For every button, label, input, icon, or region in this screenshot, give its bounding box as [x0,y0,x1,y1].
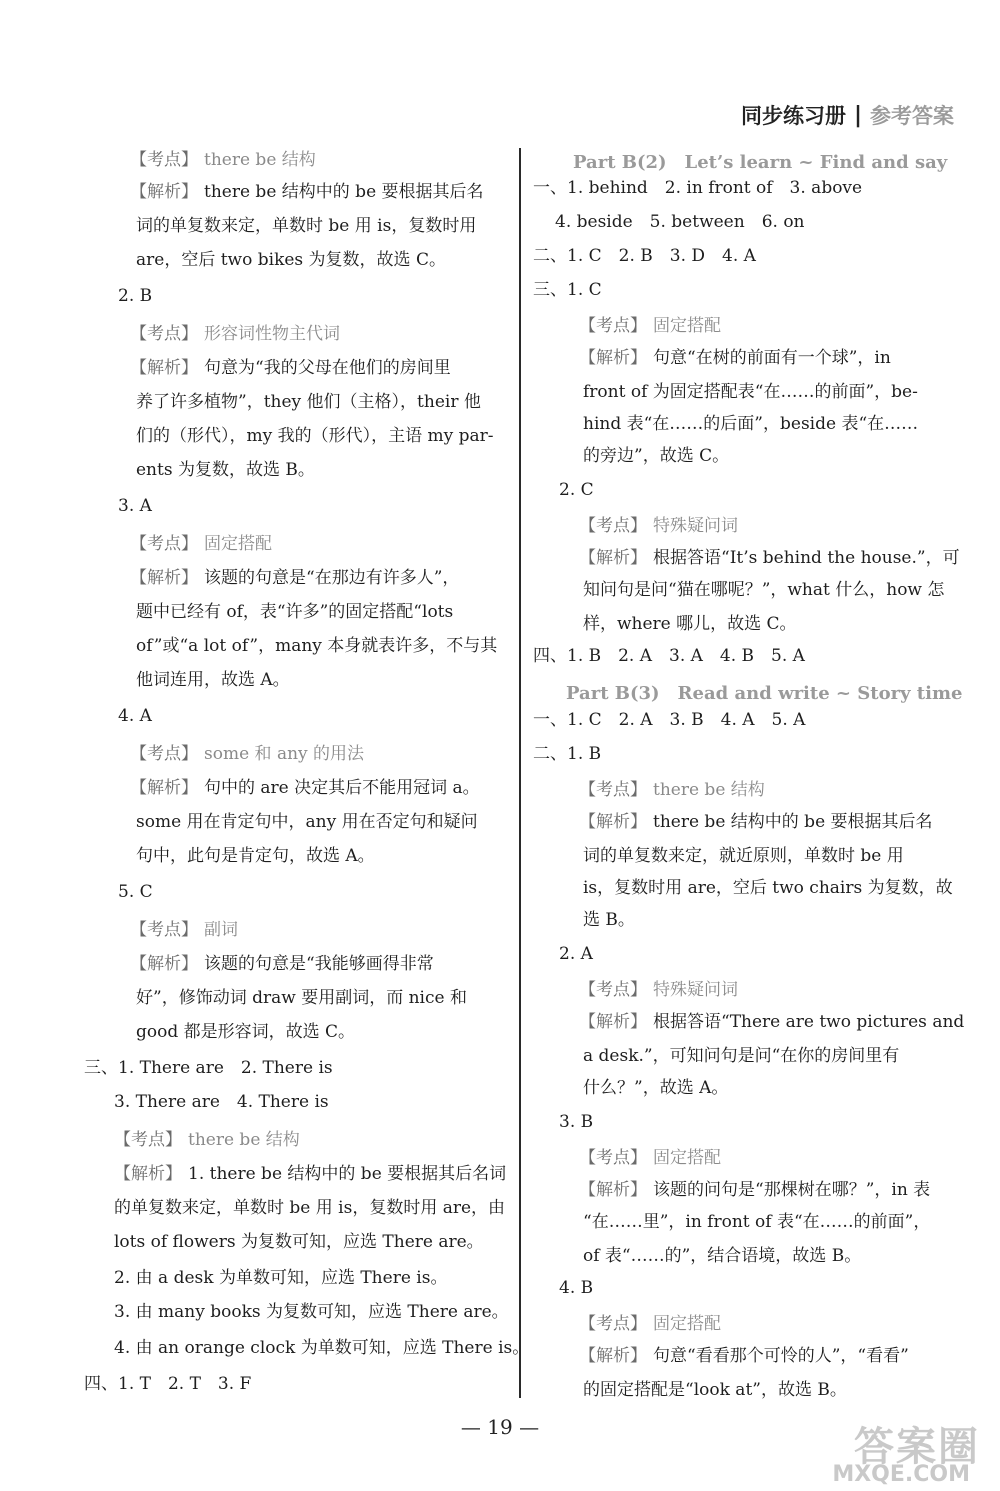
line-text: 好”，修饰动词 draw 要用副词，而 nice 和 [136,988,467,1008]
line-text: 三、1. C [533,280,602,300]
line-text: lots of flowers 为复数可知，应选 There are。 [114,1232,484,1252]
line-text: 3. B [559,1112,594,1132]
left-line-34 [114,1300,509,1324]
kaodian-label: 【考点】 [579,1314,647,1334]
line-text: 2. B [118,286,153,306]
line-text: 1. there be 结构中的 be 要根据其后名词 [188,1164,507,1184]
line-text: 知问句是问“猫在哪呢？”，what 什么，how 怎 [583,580,945,600]
right-line-34 [579,1312,721,1336]
kaodian-label: 【考点】 [579,1148,647,1168]
right-line-6 [579,346,891,370]
left-line-30 [114,1162,506,1186]
right-line-31 [583,1210,930,1234]
right-line-11 [579,514,738,538]
line-text: there be 结构 [653,780,765,800]
section-title-part-b3: Part B(3) Read and write ~ Story time [566,683,963,704]
line-text: 固定搭配 [204,534,272,554]
line-text: 题中已经有 of，表“许多”的固定搭配“lots [136,602,454,622]
jiexi-label: 【解析】 [579,548,647,568]
line-text: 形容词性物主代词 [204,324,340,344]
right-line-29 [579,1146,721,1170]
left-line-13 [130,566,459,590]
right-line-22 [583,908,635,932]
left-line-15 [136,634,497,658]
line-text: 固定搭配 [653,1314,721,1334]
header-separator: | [853,102,862,128]
left-line-26 [136,1020,355,1044]
left-line-36 [84,1372,251,1396]
line-text: 4. beside 5. between 6. on [555,212,805,232]
line-text: 3. There are 4. There is [114,1092,329,1112]
line-text: 4. B [559,1278,594,1298]
line-text: 一、1. C 2. A 3. B 4. A 5. A [533,710,806,730]
left-line-11 [118,494,152,518]
line-text: 四、1. T 2. T 3. F [84,1374,252,1394]
line-text: 2. C [559,480,594,500]
line-text: 根据答语“There are two pictures and [653,1012,965,1032]
jiexi-label: 【解析】 [130,568,198,588]
left-line-12 [130,532,272,556]
line-text: front of 为固定搭配表“在……的前面”，be- [583,382,918,402]
jiexi-label: 【解析】 [579,348,647,368]
right-line-7 [583,380,918,404]
left-line-31 [114,1196,505,1220]
line-text: 二、1. C 2. B 3. D 4. A [533,246,756,266]
kaodian-label: 【考点】 [130,920,198,940]
line-text: of”或“a lot of”，many 本身就表许多，不与其 [136,636,498,656]
right-line-28 [559,1110,593,1134]
jiexi-label: 【解析】 [579,812,647,832]
line-text: 三、1. There are 2. There is [84,1058,333,1078]
left-line-14 [136,600,453,624]
right-line-4 [533,278,602,302]
line-text: 该题的句意是“在那边有许多人”， [204,568,460,588]
left-line-33 [114,1266,447,1290]
line-text: 副词 [204,920,238,940]
right-line-5 [579,314,721,338]
kaodian-label: 【考点】 [579,980,647,1000]
jiexi-label: 【解析】 [130,954,198,974]
left-line-32 [114,1230,484,1254]
line-text: 的固定搭配是“look at”，故选 B。 [583,1380,847,1400]
right-line-12 [579,546,960,570]
right-line-25 [579,1010,964,1034]
line-text: of 表“……的”，结合语境，故选 B。 [583,1246,862,1266]
line-text: 的旁边”，故选 C。 [583,446,730,466]
line-text: 样，where 哪儿，故选 C。 [583,614,797,634]
right-line-21 [583,876,953,900]
left-line-10 [136,458,315,482]
left-line-3 [136,214,476,238]
left-line-28 [114,1090,329,1114]
jiexi-label: 【解析】 [579,1180,647,1200]
right-line-36 [583,1378,847,1402]
line-text: 特殊疑问词 [653,980,738,1000]
right-line-9 [583,444,729,468]
right-line-16 [533,708,805,732]
line-text: 句中的 are 决定其后不能用冠词 a。 [204,778,480,798]
left-line-18 [130,742,364,766]
line-text: 2. 由 a desk 为单数可知，应选 There is。 [114,1268,448,1288]
line-text: 句意为“我的父母在他们的房间里 [204,358,451,378]
right-line-1 [533,176,862,200]
kaodian-label: 【考点】 [130,744,198,764]
left-line-7 [130,356,451,380]
line-text: 养了许多植物”，they 他们（主格），their 他 [136,392,481,412]
right-line-10 [559,478,594,502]
left-line-25 [136,986,467,1010]
right-line-24 [579,978,738,1002]
line-text: a desk.”，可知问句是问“在你的房间里有 [583,1046,900,1066]
line-text: 4. 由 an orange clock 为单数可知，应选 There is。 [114,1338,530,1358]
line-text: there be 结构 [188,1130,300,1150]
left-line-5 [118,284,152,308]
kaodian-label: 【考点】 [114,1130,182,1150]
right-line-27 [583,1076,728,1100]
line-text: there be 结构中的 be 要根据其后名 [653,812,933,832]
right-line-35 [579,1344,909,1368]
left-line-19 [130,776,480,800]
line-text: 根据答语“It’s behind the house.”，可 [653,548,960,568]
line-text: some 和 any 的用法 [204,744,365,764]
watermark-logo: 答案圈 [854,1424,980,1470]
left-line-24 [130,952,434,976]
line-text: 2. A [559,944,593,964]
page-number: — 19 — [460,1415,540,1439]
column-divider [519,148,521,1398]
line-text: 词的单复数来定，单数时 be 用 is，复数时用 [136,216,477,236]
right-line-23 [559,942,593,966]
right-line-14 [583,612,797,636]
line-text: 的单复数来定，单数时 be 用 is，复数时用 are，由 [114,1198,506,1218]
line-text: 3. 由 many books 为复数可知，应选 There are。 [114,1302,509,1322]
watermark-url: MXQE.COM [832,1462,970,1487]
kaodian-label: 【考点】 [579,780,647,800]
line-text: 句中，此句是肯定句，故选 A。 [136,846,375,866]
line-text: 二、1. B [533,744,602,764]
left-line-35 [114,1336,529,1360]
line-text: 4. A [118,706,152,726]
jiexi-label: 【解析】 [130,778,198,798]
left-line-17 [118,704,152,728]
section-title-part-b2: Part B(2) Let’s learn ~ Find and say [573,152,948,173]
kaodian-label: 【考点】 [130,324,198,344]
kaodian-label: 【考点】 [579,516,647,536]
kaodian-label: 【考点】 [130,150,198,170]
left-line-4 [136,248,446,272]
line-text: 句意“在树的前面有一个球”，in [653,348,891,368]
line-text: there be 结构 [204,150,316,170]
jiexi-label: 【解析】 [579,1346,647,1366]
line-text: ents 为复数，故选 B。 [136,460,315,480]
right-line-18 [579,778,765,802]
kaodian-label: 【考点】 [130,534,198,554]
left-line-1 [130,148,316,172]
right-line-26 [583,1044,899,1068]
right-line-2 [555,210,805,234]
right-line-30 [579,1178,930,1202]
kaodian-label: 【考点】 [579,316,647,336]
header-subtitle: 参考答案 [870,104,954,128]
line-text: 该题的问句是“那棵树在哪？”，in 表 [653,1180,931,1200]
line-text: 固定搭配 [653,316,721,336]
line-text: 们的（形代），my 我的（形代），主语 my par- [136,426,494,446]
right-line-8 [583,412,918,436]
line-text: some 用在肯定句中，any 用在否定句和疑问 [136,812,478,832]
left-line-22 [118,880,153,904]
line-text: 他词连用，故选 A。 [136,670,290,690]
line-text: “在……里”，in front of 表“在……的前面”， [583,1212,931,1232]
line-text: 该题的句意是“我能够画得非常 [204,954,434,974]
line-text: 什么？”，故选 A。 [583,1078,729,1098]
line-text: 固定搭配 [653,1148,721,1168]
line-text: 词的单复数来定，就近原则，单数时 be 用 [583,846,904,866]
right-line-20 [583,844,904,868]
left-line-20 [136,810,478,834]
left-line-8 [136,390,481,414]
jiexi-label: 【解析】 [114,1164,182,1184]
left-line-6 [130,322,340,346]
line-text: 选 B。 [583,910,635,930]
jiexi-label: 【解析】 [579,1012,647,1032]
right-line-3 [533,244,756,268]
line-text: 3. A [118,496,152,516]
line-text: good 都是形容词，故选 C。 [136,1022,356,1042]
left-line-27 [84,1056,333,1080]
right-line-15 [533,644,805,668]
left-line-29 [114,1128,300,1152]
line-text: 句意“看看那个可怜的人”，“看看” [653,1346,909,1366]
line-text: is，复数时用 are，空后 two chairs 为复数，故 [583,878,953,898]
left-line-16 [136,668,290,692]
left-line-2 [130,180,484,204]
right-line-17 [533,742,601,766]
jiexi-label: 【解析】 [130,182,198,202]
book-title: 同步练习册 [740,104,846,128]
line-text: are，空后 two bikes 为复数，故选 C。 [136,250,446,270]
line-text: 一、1. behind 2. in front of 3. above [533,178,863,198]
line-text: 四、1. B 2. A 3. A 4. B 5. A [533,646,805,666]
right-line-32 [583,1244,861,1268]
line-text: 特殊疑问词 [653,516,738,536]
left-line-21 [136,844,375,868]
right-line-19 [579,810,933,834]
line-text: there be 结构中的 be 要根据其后名 [204,182,484,202]
line-text: 5. C [118,882,153,902]
right-line-13 [583,578,944,602]
page-header [741,100,954,130]
left-line-23 [130,918,238,942]
right-line-33 [559,1276,593,1300]
left-line-9 [136,424,494,448]
line-text: hind 表“在……的后面”，beside 表“在…… [583,414,919,434]
jiexi-label: 【解析】 [130,358,198,378]
